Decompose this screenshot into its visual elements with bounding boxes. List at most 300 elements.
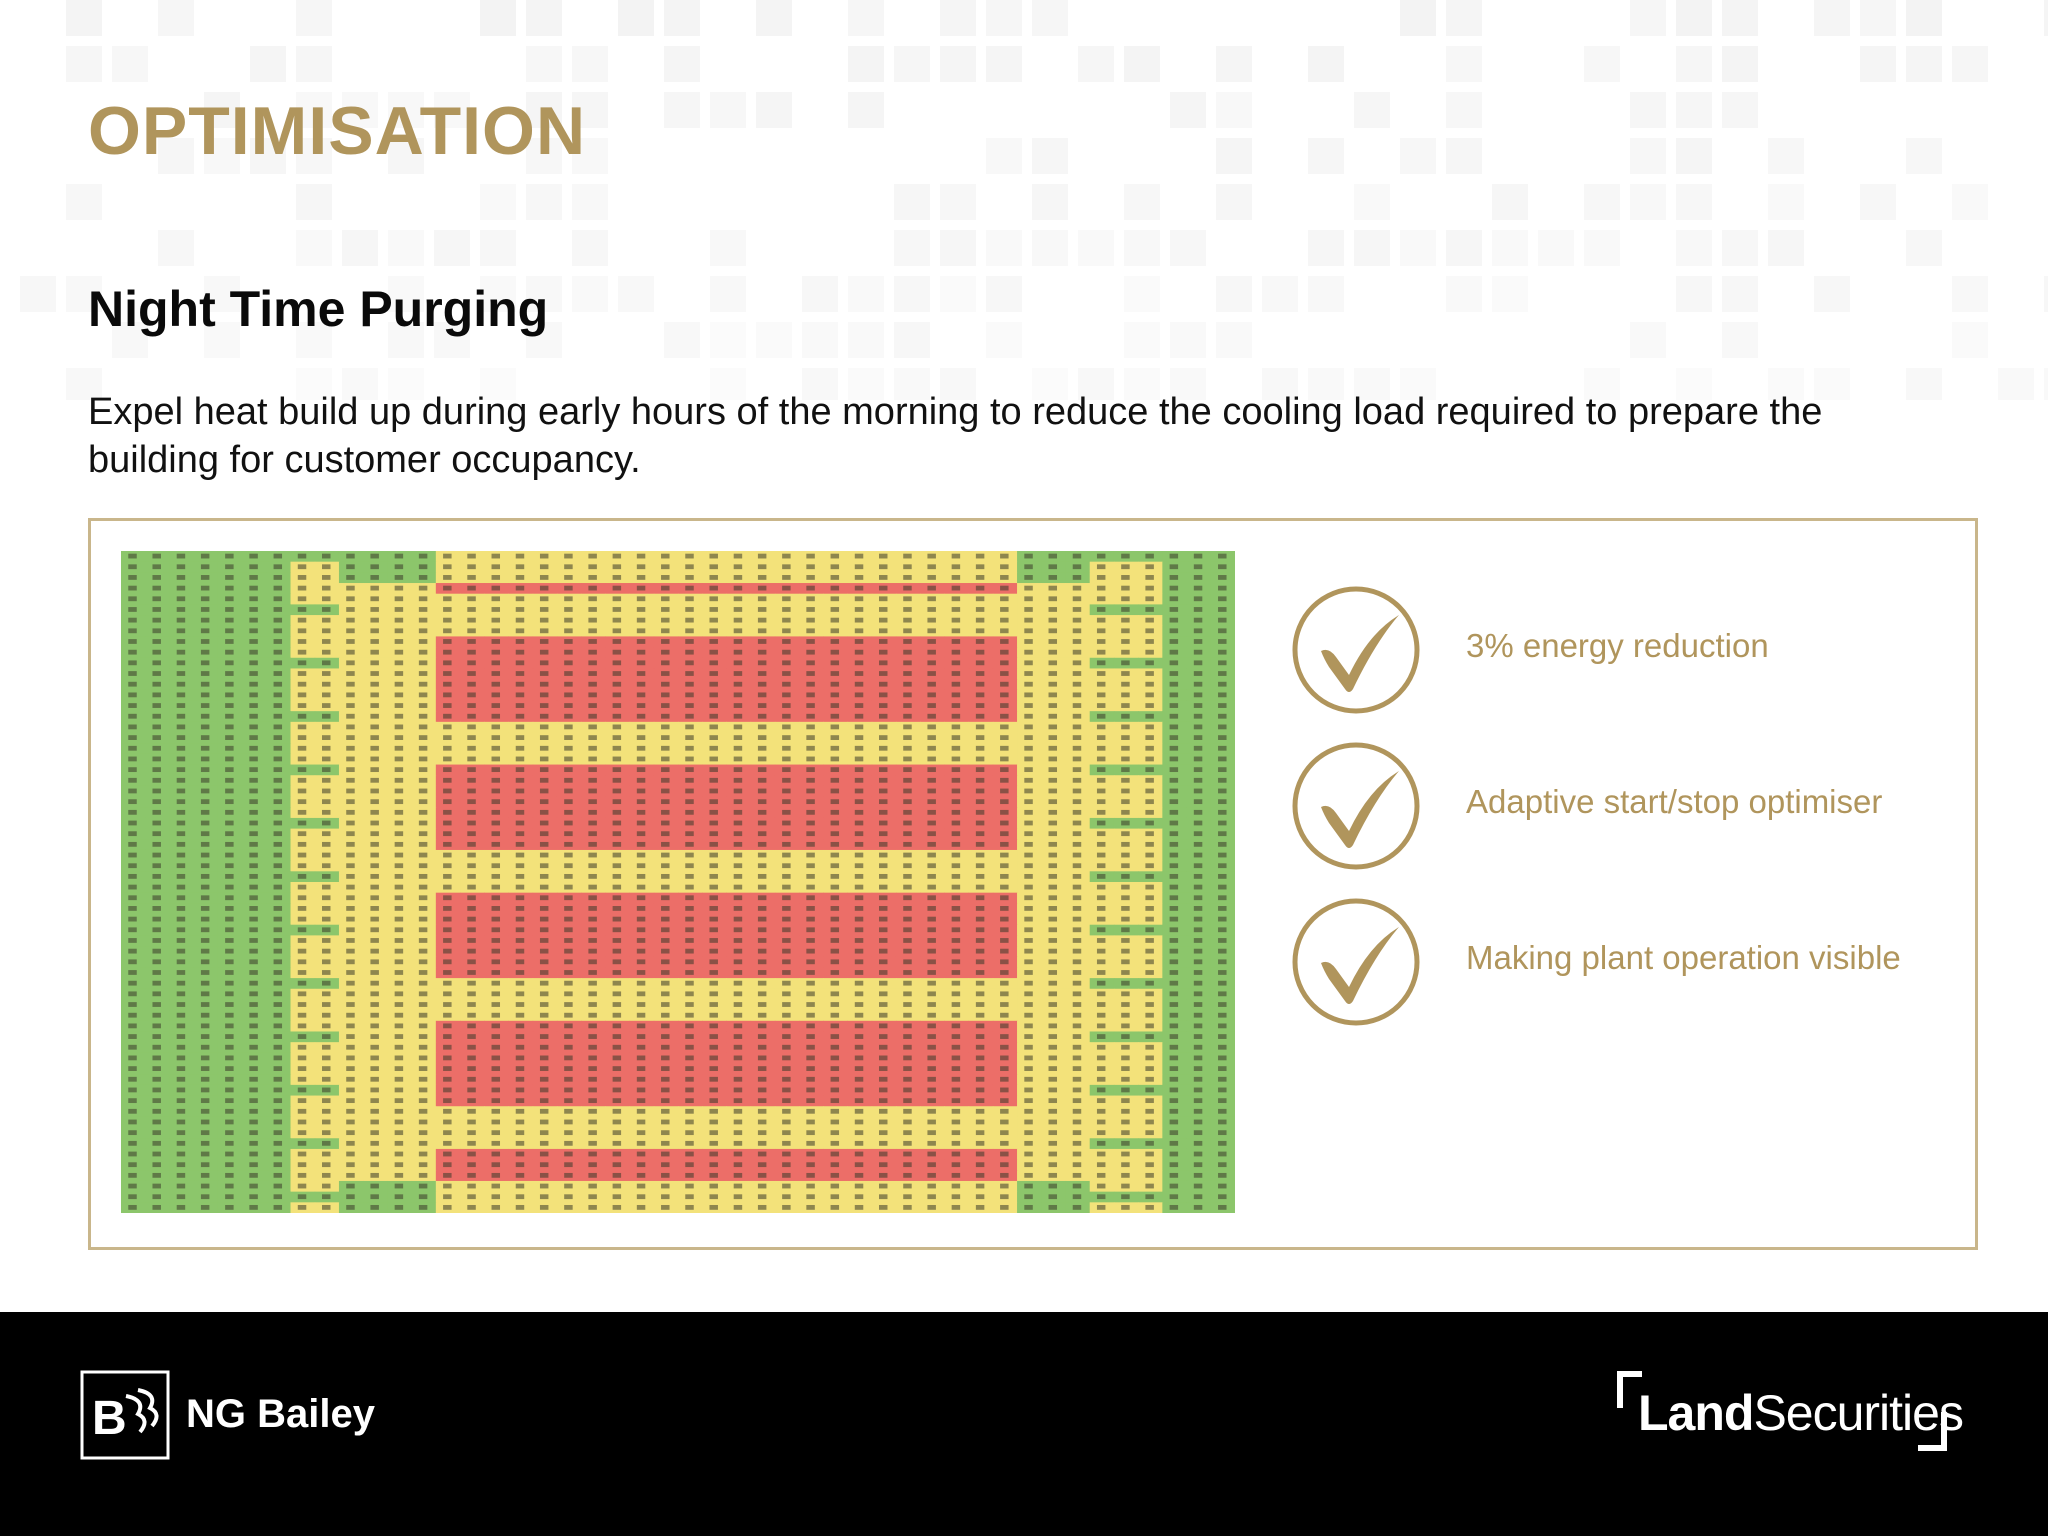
- heatmap-cell-text: [564, 682, 572, 687]
- heatmap-cell-text: [1121, 725, 1129, 730]
- heatmap-cell-text: [613, 938, 621, 943]
- heatmap-cell-text: [443, 949, 451, 954]
- heatmap-cell-text: [976, 895, 984, 900]
- heatmap-cell-text: [661, 853, 669, 858]
- heatmap-cell-text: [709, 885, 717, 890]
- heatmap-cell-text: [806, 1056, 814, 1061]
- heatmap-cell-text: [1024, 895, 1032, 900]
- heatmap-cell-text: [1121, 735, 1129, 740]
- background-square: [1814, 0, 1850, 36]
- heatmap-cell-text: [976, 746, 984, 751]
- heatmap-cell-text: [734, 1077, 742, 1082]
- heatmap-cell-text: [128, 575, 136, 580]
- heatmap-cell-text: [274, 671, 282, 676]
- heatmap-cell-text: [613, 917, 621, 922]
- heatmap-cell-text: [685, 703, 693, 708]
- heatmap-cell-text: [782, 821, 790, 826]
- heatmap-cell-text: [661, 1056, 669, 1061]
- heatmap-cell-text: [492, 831, 500, 836]
- heatmap-cell-text: [492, 799, 500, 804]
- heatmap-cell-text: [467, 842, 475, 847]
- heatmap-cell-text: [177, 842, 185, 847]
- heatmap-cell-text: [492, 789, 500, 794]
- heatmap-cell-text: [274, 1002, 282, 1007]
- heatmap-cell-text: [855, 596, 863, 601]
- heatmap-cell-text: [734, 725, 742, 730]
- heatmap-cell-text: [637, 650, 645, 655]
- heatmap-cell-text: [1097, 639, 1105, 644]
- heatmap-cell-text: [370, 1066, 378, 1071]
- heatmap-cell-text: [1000, 959, 1008, 964]
- heatmap-cell-text: [443, 607, 451, 612]
- heatmap-cell-text: [225, 1056, 233, 1061]
- background-square: [756, 92, 792, 128]
- heatmap-cell-text: [879, 1056, 887, 1061]
- heatmap-cell-text: [1000, 821, 1008, 826]
- heatmap-cell-text: [274, 906, 282, 911]
- heatmap-cell-text: [1218, 959, 1226, 964]
- heatmap-cell-text: [152, 927, 160, 932]
- background-square: [618, 276, 654, 312]
- heatmap-cell-text: [516, 628, 524, 633]
- heatmap-cell-text: [588, 725, 596, 730]
- heatmap-cell-text: [1218, 981, 1226, 986]
- heatmap-cell-text: [637, 1013, 645, 1018]
- heatmap-cell-text: [903, 714, 911, 719]
- heatmap-cell-text: [564, 575, 572, 580]
- heatmap-cell-text: [249, 789, 257, 794]
- heatmap-cell-text: [249, 842, 257, 847]
- heatmap-cell-text: [734, 692, 742, 697]
- heatmap-cell-text: [152, 1056, 160, 1061]
- heatmap-cell-text: [177, 564, 185, 569]
- heatmap-cell-text: [152, 1066, 160, 1071]
- heatmap-cell-text: [322, 639, 330, 644]
- background-square: [526, 0, 562, 36]
- heatmap-cell-text: [274, 682, 282, 687]
- heatmap-cell-text: [661, 682, 669, 687]
- heatmap-cell-text: [322, 938, 330, 943]
- heatmap-cell-text: [540, 970, 548, 975]
- heatmap-cell-text: [1000, 575, 1008, 580]
- heatmap-cell-text: [492, 554, 500, 559]
- heatmap-cell-text: [1170, 575, 1178, 580]
- heatmap-cell-text: [1121, 564, 1129, 569]
- heatmap-cell-text: [1073, 1045, 1081, 1050]
- heatmap-cell-text: [395, 618, 403, 623]
- heatmap-cell-text: [201, 1045, 209, 1050]
- heatmap-cell-text: [709, 842, 717, 847]
- heatmap-cell-text: [395, 586, 403, 591]
- heatmap-cell-text: [758, 735, 766, 740]
- background-square: [1814, 276, 1850, 312]
- heatmap-cell-text: [806, 650, 814, 655]
- heatmap-cell-text: [467, 885, 475, 890]
- heatmap-cell-text: [831, 842, 839, 847]
- heatmap-cell-text: [588, 682, 596, 687]
- heatmap-cell-text: [1073, 927, 1081, 932]
- heatmap-cell-text: [734, 959, 742, 964]
- heatmap-cell-text: [782, 917, 790, 922]
- heatmap-cell-text: [346, 586, 354, 591]
- heatmap-cell-text: [419, 714, 427, 719]
- heatmap-cell-text: [1000, 692, 1008, 697]
- heatmap-cell-text: [564, 842, 572, 847]
- heatmap-cell-text: [467, 618, 475, 623]
- heatmap-cell-text: [1121, 575, 1129, 580]
- heatmap-cell-text: [806, 703, 814, 708]
- heatmap-cell-text: [298, 714, 306, 719]
- heatmap-cell-text: [588, 810, 596, 815]
- heatmap-cell-text: [201, 1034, 209, 1039]
- heatmap-cell-text: [831, 863, 839, 868]
- heatmap-cell-text: [249, 1034, 257, 1039]
- heatmap-cell-text: [806, 660, 814, 665]
- heatmap-cell-text: [274, 895, 282, 900]
- heatmap-cell-text: [758, 906, 766, 911]
- heatmap-cell-text: [806, 596, 814, 601]
- heatmap-cell-text: [419, 799, 427, 804]
- heatmap-cell-text: [685, 682, 693, 687]
- background-square: [158, 0, 194, 36]
- heatmap-cell-text: [1000, 981, 1008, 986]
- heatmap-cell-text: [152, 682, 160, 687]
- heatmap-cell-text: [540, 863, 548, 868]
- heatmap-cell-text: [1218, 607, 1226, 612]
- heatmap-cell-text: [419, 1088, 427, 1093]
- heatmap-cell-text: [685, 1034, 693, 1039]
- heatmap-cell-text: [976, 618, 984, 623]
- heatmap-cell-text: [419, 746, 427, 751]
- heatmap-cell-text: [613, 842, 621, 847]
- heatmap-cell-text: [637, 639, 645, 644]
- heatmap-cell-text: [952, 767, 960, 772]
- heatmap-cell-text: [613, 1066, 621, 1071]
- heatmap-cell-text: [564, 586, 572, 591]
- heatmap-cell-text: [685, 575, 693, 580]
- heatmap-cell-text: [1170, 714, 1178, 719]
- heatmap-cell-text: [1097, 1077, 1105, 1082]
- heatmap-cell-text: [1073, 1034, 1081, 1039]
- heatmap-cell-text: [201, 1066, 209, 1071]
- heatmap-cell-text: [370, 1034, 378, 1039]
- heatmap-cell-text: [734, 746, 742, 751]
- heatmap-cell-text: [661, 810, 669, 815]
- heatmap-cell-text: [419, 639, 427, 644]
- heatmap-cell-text: [177, 639, 185, 644]
- heatmap-cell-text: [952, 778, 960, 783]
- heatmap-cell-text: [952, 703, 960, 708]
- background-square: [1952, 276, 1988, 312]
- heatmap-cell-text: [1097, 757, 1105, 762]
- heatmap-cell-text: [1145, 949, 1153, 954]
- heatmap-cell-text: [346, 703, 354, 708]
- background-square: [1584, 184, 1620, 220]
- heatmap-cell-text: [516, 767, 524, 772]
- heatmap-cell-text: [395, 885, 403, 890]
- heatmap-cell-text: [467, 1013, 475, 1018]
- heatmap-cell-text: [540, 660, 548, 665]
- heatmap-cell-text: [467, 714, 475, 719]
- heatmap-cell-text: [564, 596, 572, 601]
- heatmap-cell-text: [758, 970, 766, 975]
- heatmap-cell-text: [1121, 821, 1129, 826]
- heatmap-cell-text: [637, 991, 645, 996]
- heatmap-cell-text: [976, 1066, 984, 1071]
- heatmap-cell-text: [274, 586, 282, 591]
- heatmap-cell-text: [419, 1002, 427, 1007]
- heatmap-cell-text: [370, 789, 378, 794]
- heatmap-cell-text: [298, 1077, 306, 1082]
- heatmap-cell-text: [1097, 660, 1105, 665]
- heatmap-cell-text: [443, 575, 451, 580]
- heatmap-cell-text: [1000, 874, 1008, 879]
- heatmap-cell-text: [927, 810, 935, 815]
- heatmap-cell-text: [177, 789, 185, 794]
- heatmap-cell-text: [976, 564, 984, 569]
- heatmap-cell-text: [1024, 714, 1032, 719]
- heatmap-cell-text: [1121, 927, 1129, 932]
- heatmap-cell-text: [1170, 831, 1178, 836]
- background-square: [1216, 276, 1252, 312]
- heatmap-cell-text: [879, 821, 887, 826]
- heatmap-cell-text: [661, 628, 669, 633]
- heatmap-cell-text: [152, 746, 160, 751]
- heatmap-cell-text: [467, 596, 475, 601]
- heatmap-cell-text: [419, 1098, 427, 1103]
- heatmap-cell-text: [855, 660, 863, 665]
- heatmap-cell-text: [1194, 970, 1202, 975]
- heatmap-cell-text: [249, 692, 257, 697]
- heatmap-cell-text: [637, 1034, 645, 1039]
- heatmap-cell-text: [225, 1109, 233, 1114]
- heatmap-cell-text: [298, 607, 306, 612]
- heatmap-cell-text: [952, 810, 960, 815]
- heatmap-cell-text: [516, 821, 524, 826]
- heatmap-cell-text: [1073, 767, 1081, 772]
- heatmap-cell-text: [540, 1023, 548, 1028]
- heatmap-cell-text: [952, 1023, 960, 1028]
- heatmap-cell-text: [249, 767, 257, 772]
- heatmap-cell-text: [661, 863, 669, 868]
- heatmap-cell-text: [1000, 596, 1008, 601]
- heatmap-cell-text: [1121, 874, 1129, 879]
- heatmap-cell-text: [1170, 767, 1178, 772]
- heatmap-cell-text: [1218, 885, 1226, 890]
- heatmap-cell-text: [588, 959, 596, 964]
- heatmap-cell-text: [419, 789, 427, 794]
- heatmap-cell-text: [540, 1077, 548, 1082]
- heatmap-cell-text: [661, 1045, 669, 1050]
- heatmap-cell-text: [1218, 778, 1226, 783]
- heatmap-cell-text: [152, 1002, 160, 1007]
- heatmap-cell-text: [177, 703, 185, 708]
- heatmap-cell-text: [201, 1088, 209, 1093]
- heatmap-cell-text: [1194, 639, 1202, 644]
- heatmap-cell-text: [322, 853, 330, 858]
- heatmap-cell-text: [177, 1045, 185, 1050]
- heatmap-cell-text: [443, 554, 451, 559]
- heatmap-cell-text: [152, 757, 160, 762]
- heatmap-cell-text: [322, 927, 330, 932]
- heatmap-cell-text: [903, 799, 911, 804]
- heatmap-cell-text: [492, 885, 500, 890]
- heatmap-cell-text: [1194, 1013, 1202, 1018]
- background-square: [572, 230, 608, 266]
- heatmap-cell-text: [298, 639, 306, 644]
- heatmap-cell-text: [249, 660, 257, 665]
- heatmap-cell-text: [564, 1045, 572, 1050]
- background-square: [1216, 92, 1252, 128]
- heatmap-cell-text: [588, 1023, 596, 1028]
- heatmap-cell-text: [177, 1109, 185, 1114]
- heatmap-cell-text: [1097, 1088, 1105, 1093]
- heatmap-cell-text: [1049, 1045, 1057, 1050]
- heatmap-cell-text: [976, 853, 984, 858]
- heatmap-cell-text: [709, 970, 717, 975]
- heatmap-cell-text: [395, 628, 403, 633]
- heatmap-cell-text: [1218, 863, 1226, 868]
- heatmap-cell-text: [831, 1013, 839, 1018]
- heatmap-cell-text: [322, 757, 330, 762]
- heatmap-cell-text: [419, 1066, 427, 1071]
- heatmap-cell-text: [322, 1109, 330, 1114]
- heatmap-cell-text: [637, 596, 645, 601]
- heatmap-cell-text: [274, 639, 282, 644]
- heatmap-cell-text: [685, 757, 693, 762]
- heatmap-cell-text: [564, 959, 572, 964]
- heatmap-cell-text: [419, 810, 427, 815]
- heatmap-cell-text: [419, 1056, 427, 1061]
- heatmap-cell-text: [370, 1002, 378, 1007]
- heatmap-cell-text: [540, 938, 548, 943]
- heatmap-cell-text: [613, 885, 621, 890]
- heatmap-cell-text: [128, 778, 136, 783]
- heatmap-cell-text: [734, 1098, 742, 1103]
- heatmap-cell-text: [782, 938, 790, 943]
- heatmap-cell-text: [467, 746, 475, 751]
- heatmap-cell-text: [976, 692, 984, 697]
- heatmap-cell-text: [177, 991, 185, 996]
- heatmap-cell-text: [540, 1056, 548, 1061]
- heatmap-cell-text: [492, 1045, 500, 1050]
- background-square: [1906, 230, 1942, 266]
- heatmap-cell-text: [782, 991, 790, 996]
- heatmap-cell-text: [370, 692, 378, 697]
- heatmap-cell-text: [685, 586, 693, 591]
- heatmap-cell-text: [298, 981, 306, 986]
- heatmap-cell-text: [1024, 959, 1032, 964]
- background-square: [1032, 230, 1068, 266]
- heatmap-cell-text: [370, 1023, 378, 1028]
- heatmap-cell-text: [709, 1045, 717, 1050]
- heatmap-cell-text: [588, 874, 596, 879]
- heatmap-cell-text: [758, 778, 766, 783]
- heatmap-cell-text: [782, 831, 790, 836]
- heatmap-cell-text: [637, 970, 645, 975]
- heatmap-cell-text: [855, 575, 863, 580]
- heatmap-cell-text: [564, 767, 572, 772]
- heatmap-cell-text: [831, 746, 839, 751]
- heatmap-cell-text: [976, 981, 984, 986]
- heatmap-cell-text: [879, 628, 887, 633]
- heatmap-cell-text: [1097, 981, 1105, 986]
- heatmap-cell-text: [903, 671, 911, 676]
- heatmap-cell-text: [1194, 821, 1202, 826]
- heatmap-cell-text: [588, 607, 596, 612]
- heatmap-cell-text: [758, 821, 766, 826]
- heatmap-cell-text: [1097, 564, 1105, 569]
- heatmap-cell-text: [1121, 970, 1129, 975]
- heatmap-cell-text: [249, 564, 257, 569]
- heatmap-cell-text: [274, 575, 282, 580]
- heatmap-cell-text: [637, 1002, 645, 1007]
- heatmap-cell-text: [588, 564, 596, 569]
- heatmap-cell-text: [734, 831, 742, 836]
- heatmap-cell-text: [370, 650, 378, 655]
- heatmap-cell-text: [952, 746, 960, 751]
- heatmap-cell-text: [903, 725, 911, 730]
- heatmap-cell-text: [758, 938, 766, 943]
- heatmap-cell-text: [637, 917, 645, 922]
- heatmap-cell-text: [734, 895, 742, 900]
- heatmap-cell-text: [758, 949, 766, 954]
- heatmap-cell-text: [201, 650, 209, 655]
- heatmap-cell-text: [564, 1098, 572, 1103]
- heatmap-cell-text: [879, 789, 887, 794]
- heatmap-cell-text: [1097, 810, 1105, 815]
- heatmap-cell-text: [467, 874, 475, 879]
- heatmap-cell-text: [274, 1066, 282, 1071]
- heatmap-cell-text: [1000, 757, 1008, 762]
- heatmap-cell-text: [806, 628, 814, 633]
- heatmap-cell-text: [1170, 1013, 1178, 1018]
- heatmap-cell-text: [492, 906, 500, 911]
- heatmap-cell-text: [419, 554, 427, 559]
- heatmap-cell-text: [637, 789, 645, 794]
- heatmap-cell-text: [1049, 1002, 1057, 1007]
- heatmap-cell-text: [370, 895, 378, 900]
- heatmap-cell-text: [346, 842, 354, 847]
- heatmap-cell-text: [274, 863, 282, 868]
- heatmap-cell-text: [855, 1098, 863, 1103]
- heatmap-cell-text: [443, 810, 451, 815]
- background-square: [1078, 46, 1114, 82]
- heatmap-cell-text: [685, 831, 693, 836]
- heatmap-cell-text: [976, 628, 984, 633]
- heatmap-cell-text: [346, 671, 354, 676]
- heatmap-cell-text: [903, 938, 911, 943]
- heatmap-cell-text: [564, 874, 572, 879]
- background-square: [1308, 138, 1344, 174]
- heatmap-cell-text: [274, 735, 282, 740]
- heatmap-cell-text: [1145, 554, 1153, 559]
- heatmap-cell-text: [1170, 853, 1178, 858]
- heatmap-cell-text: [1000, 1034, 1008, 1039]
- heatmap-cell-text: [201, 671, 209, 676]
- heatmap-cell-text: [1049, 895, 1057, 900]
- heatmap-cell-text: [661, 692, 669, 697]
- heatmap-cell-text: [1145, 639, 1153, 644]
- background-square: [572, 276, 608, 312]
- heatmap-cell-text: [1194, 991, 1202, 996]
- heatmap-cell-text: [346, 938, 354, 943]
- heatmap-cell-text: [516, 938, 524, 943]
- heatmap-cell-text: [467, 650, 475, 655]
- heatmap-cell-text: [952, 618, 960, 623]
- heatmap-cell-text: [1049, 757, 1057, 762]
- heatmap-cell-text: [370, 639, 378, 644]
